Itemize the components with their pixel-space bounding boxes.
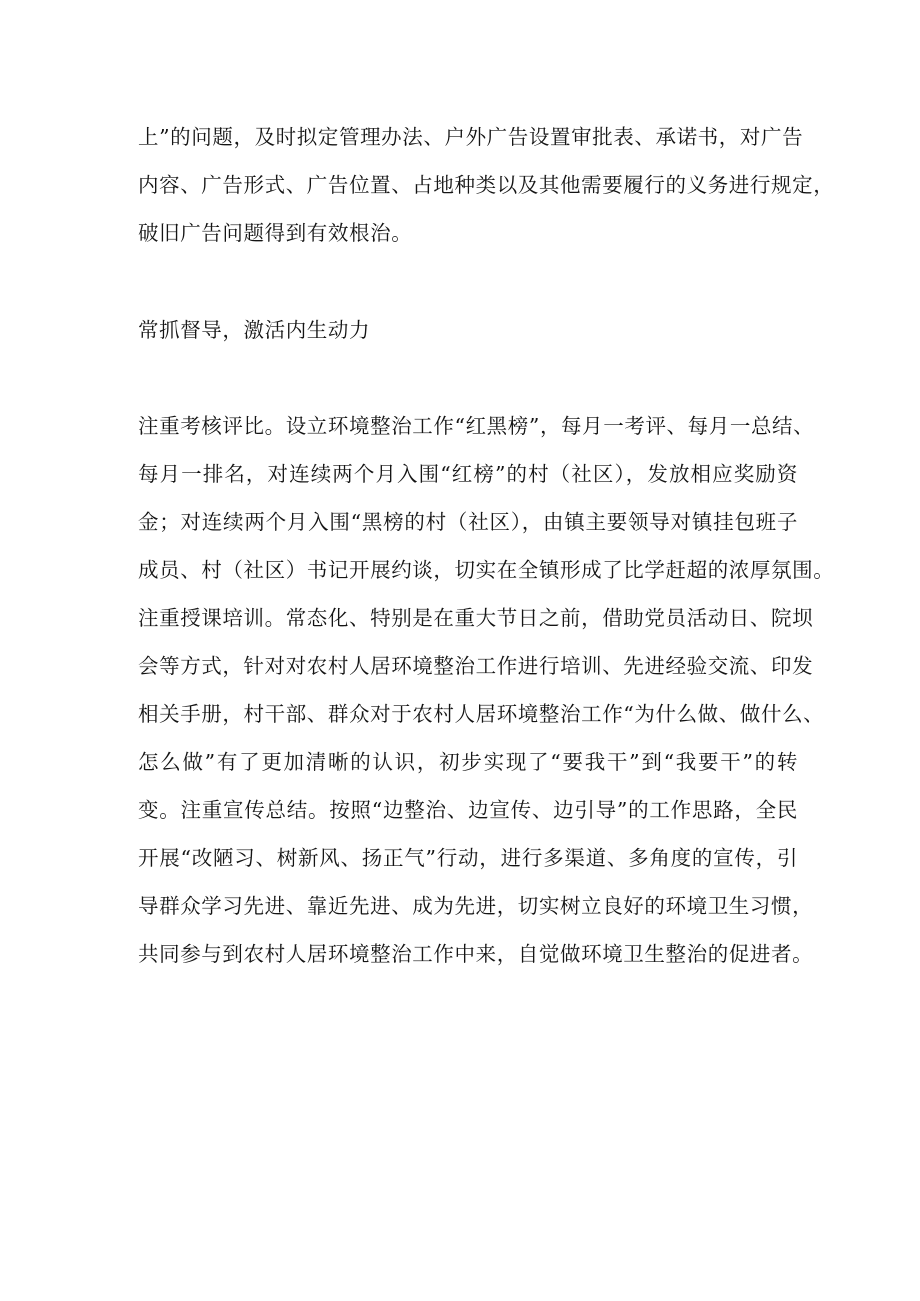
paragraph-line: 成员、村（社区）书记开展约谈，切实在全镇形成了比学赶超的浓厚氛围。 [138,558,835,582]
paragraph-line: 开展“改陋习、树新风、扬正气”行动，进行多渠道、多角度的宣传，引 [138,846,798,870]
paragraph-line: 变。注重宣传总结。按照“边整治、边宣传、边引导”的工作思路，全民 [138,798,798,822]
paragraph-line: 共同参与到农村人居环境整治工作中来，自觉做环境卫生整治的促进者。 [138,942,814,966]
paragraph-line: 每月一排名，对连续两个月入围“红榜”的村（社区），发放相应奖励资 [138,462,798,486]
paragraph-line: 会等方式，针对对农村人居环境整治工作进行培训、先进经验交流、印发 [138,654,814,678]
paragraph-line: 怎么做”有了更加清晰的认识，初步实现了“要我干”到“我要干”的转 [138,750,798,774]
paragraph-line: 注重考核评比。设立环境整治工作“红黑榜”，每月一考评、每月一总结、 [138,414,815,438]
paragraph-line: 相关手册，村干部、群众对于农村人居环境整治工作“为什么做、做什么、 [138,702,825,726]
paragraph-line: 导群众学习先进、靠近先进、成为先进，切实树立良好的环境卫生习惯， [138,894,814,918]
paragraph-line: 注重授课培训。常态化、特别是在重大节日之前，借助党员活动日、院坝 [138,606,814,630]
paragraph-line: 金；对连续两个月入围“黑榜的村（社区），由镇主要领导对镇挂包班子 [138,510,798,534]
paragraph-line: 破旧广告问题得到有效根治。 [138,221,413,245]
paragraph-line: 上”的问题，及时拟定管理办法、户外广告设置审批表、承诺书，对广告 [138,125,804,149]
paragraph-line: 内容、广告形式、广告位置、占地种类以及其他需要履行的义务进行规定， [138,173,835,197]
section-heading: 常抓督导，激活内生动力 [138,318,371,342]
